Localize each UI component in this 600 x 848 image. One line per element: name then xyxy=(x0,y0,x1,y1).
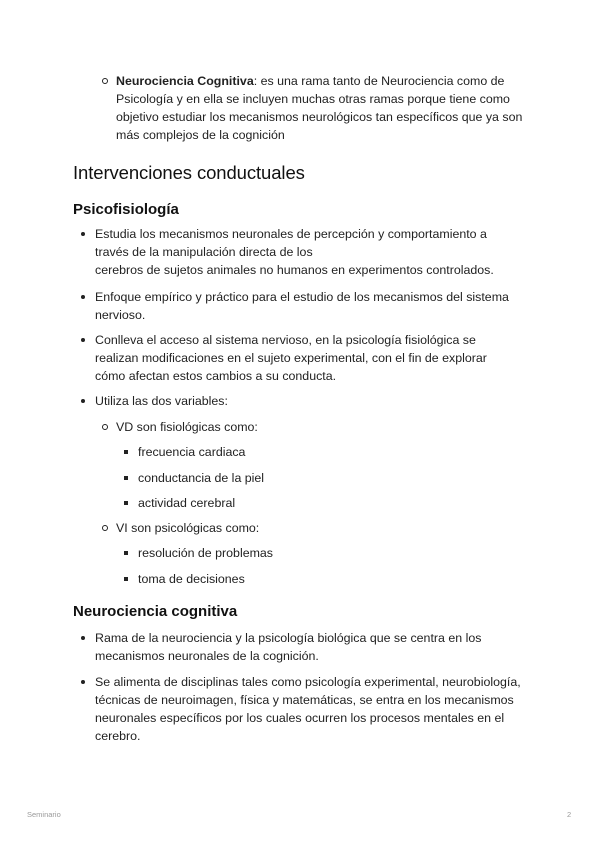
heading-intervenciones: Intervenciones conductuales xyxy=(73,162,305,183)
vd-item-3: actividad cerebral xyxy=(138,494,518,512)
psico-item-1-line-1: Estudia los mecanismos neuronales de percepción y comportamiento a xyxy=(95,227,487,241)
psico-item-4: Utiliza las dos variables: xyxy=(95,392,515,410)
psico-item-1-line-2: través de la manipulación directa de los xyxy=(95,245,313,259)
footer-page-number: 2 xyxy=(567,810,572,819)
vd-item-2: conductancia de la piel xyxy=(138,469,518,487)
psico-item-1-line-3: cerebros de sujetos animales no humanos en experimentos controlados. xyxy=(95,263,494,277)
vd-item-1: frecuencia cardiaca xyxy=(138,443,518,461)
neuro-item-1: Rama de la neurociencia y la psicología biológica que se centra en los mecanismos neuronales de la cognición. xyxy=(95,629,510,665)
intro-list-item xyxy=(116,72,526,144)
vi-item-2: toma de decisiones xyxy=(138,570,518,588)
heading-neurociencia-cognitiva: Neurociencia cognitiva xyxy=(73,603,238,620)
vi-item-1: resolución de problemas xyxy=(138,544,518,562)
intro-term: Neurociencia Cognitiva xyxy=(116,74,254,88)
psico-item-2: Enfoque empírico y práctico para el estudio de los mecanismos del sistema nervioso. xyxy=(95,288,535,324)
vd-label: VD son fisiológicas como: xyxy=(116,418,516,436)
psico-item-1 xyxy=(95,225,525,279)
intro-text: : es una rama tanto de Neurociencia como de Psicología y en ella se incluyen muchas otras ramas porque tiene como objetivo estudiar los mecanismos neurológicos tan específicos que ya son más complejos de la cognición xyxy=(116,74,523,142)
vi-label: VI son psicológicas como: xyxy=(116,519,516,537)
psico-item-3: Conlleva el acceso al sistema nervioso, en la psicología fisiológica se realizan modificaciones en el sujeto experimental, con el fin de explorar cómo afectan estos cambios a su conducta. xyxy=(95,331,515,385)
heading-psicofisiologia: Psicofisiología xyxy=(73,201,179,218)
footer-title: Seminario xyxy=(27,810,61,819)
neuro-item-2: Se alimenta de disciplinas tales como psicología experimental, neurobiología, técnicas de neuroimagen, física y matemáticas, se entra en los mecanismos neuronales específicos por los cuales ocurren los procesos mentales en el cerebro. xyxy=(95,673,535,745)
